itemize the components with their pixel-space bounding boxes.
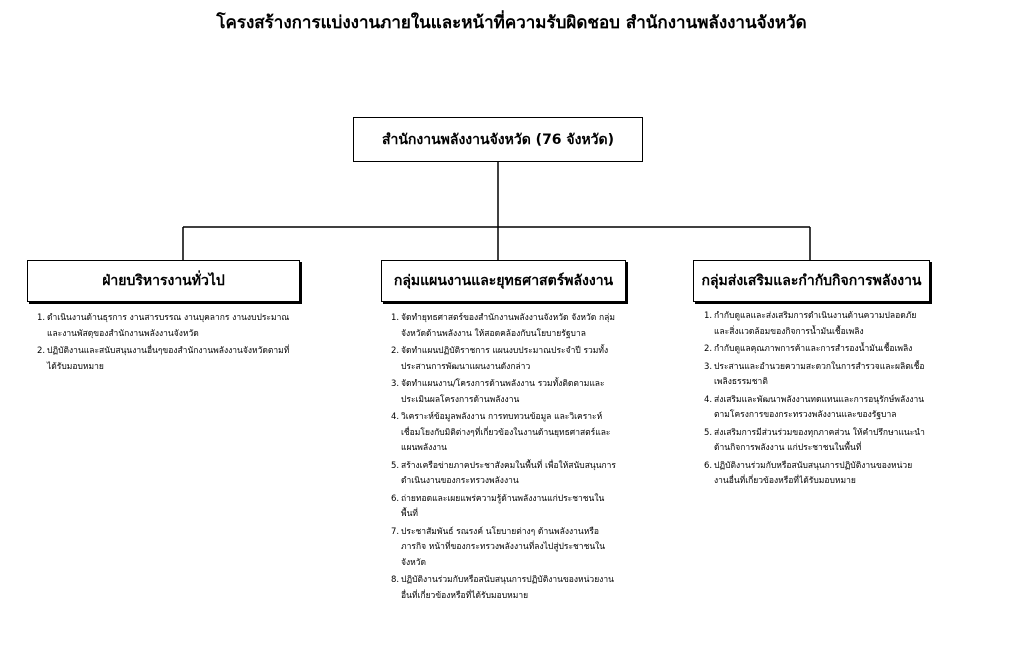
list-item — [704, 459, 926, 490]
item-number: 1. — [391, 313, 400, 323]
list-item — [391, 344, 619, 375]
list-item — [704, 309, 926, 340]
item-text: จัดทำแผนปฏิบัติราชการ แผนงบประมาณประจำปี รวมทั้งประสานการพัฒนาแผนงานดังกล่าว — [401, 346, 609, 372]
unit-node-label: ฝ่ายบริหารงานทั่วไป — [102, 273, 225, 289]
item-text: จัดทำยุทธศาสตร์ของสำนักงานพลังงานจังหวัด จังหวัด กลุ่มจังหวัดด้านพลังงาน ให้สอดคล้องกับนโยบายรัฐบาล — [401, 313, 615, 339]
list-item — [391, 459, 619, 490]
item-number: 4. — [391, 412, 400, 422]
item-text: จัดทำแผนงาน/โครงการด้านพลังงาน รวมทั้งติดตามและประเมินผลโครงการด้านพลังงาน — [401, 379, 605, 405]
list-item — [37, 311, 295, 342]
list-item — [704, 342, 926, 358]
root-node — [353, 117, 643, 162]
item-text: ประสานและอำนวยความสะดวกในการสำรวจและผลิตเชื้อเพลิงธรรมชาติ — [714, 361, 925, 387]
page-title: โครงสร้างการแบ่งงานภายในและหน้าที่ความรับผิดชอบ สำนักงานพลังงานจังหวัด — [216, 13, 807, 33]
item-number: 3. — [391, 379, 400, 389]
list-item — [391, 410, 619, 457]
item-text: ปฏิบัติงานร่วมกับหรือสนับสนุนการปฏิบัติงานของหน่วยงานอื่นที่เกี่ยวข้องหรือที่ได้รับมอบหมาย — [714, 460, 913, 486]
item-number: 5. — [391, 460, 400, 471]
item-text: ดำเนินงานด้านธุรการ งานสารบรรณ งานบุคลากร งานงบประมาณ และงานพัสดุของสำนักงานพลังงานจังหวัด — [47, 313, 290, 339]
unit-node-planning-strategy — [381, 260, 626, 302]
list-item — [391, 525, 619, 572]
item-number: 5. — [704, 427, 713, 438]
item-number: 1. — [704, 311, 713, 321]
list-item — [391, 492, 619, 523]
item-text: กำกับดูแลและส่งเสริมการดำเนินงานด้านความปลอดภัยและสิ่งแวดล้อมของกิจการน้ำมันเชื้อเพลิง — [714, 311, 917, 337]
item-text: ปฏิบัติงานและสนับสนุนงานอื่นๆของสำนักงานพลังงานจังหวัดตามที่ได้รับมอบหมาย — [47, 346, 290, 372]
item-number: 4. — [704, 394, 713, 405]
item-text: ส่งเสริมและพัฒนาพลังงานทดแทนและการอนุรักษ์พลังงานตามโครงการของกระทรวงพลังงานและของรัฐบาล — [714, 394, 925, 420]
duty-list-general-admin — [37, 311, 295, 377]
item-number: 2. — [391, 346, 400, 356]
item-number: 2. — [704, 344, 713, 354]
duty-list-planning-strategy — [391, 311, 619, 606]
item-text: ประชาสัมพันธ์ รณรงค์ นโยบายต่างๆ ด้านพลังงานหรือภารกิจ หน้าที่ของกระทรวงพลังงานที่ลงไปสู่ประชาชนในจังหวัด — [401, 526, 606, 568]
list-item — [391, 311, 619, 342]
unit-node-label: กลุ่มแผนงานและยุทธศาสตร์พลังงาน — [393, 273, 614, 289]
item-text: สร้างเครือข่ายภาคประชาสังคมในพื้นที่ เพื่อให้สนับสนุนการดำเนินงานของกระทรวงพลังงาน — [401, 460, 616, 486]
list-item — [704, 426, 926, 457]
unit-node-general-admin — [27, 260, 300, 302]
root-node-label: สำนักงานพลังงานจังหวัด (76 จังหวัด) — [381, 131, 615, 148]
item-number: 2. — [37, 346, 46, 356]
item-text: วิเคราะห์ข้อมูลพลังงาน การทบทวนข้อมูล และวิเคราะห์ เชื่อมโยงกับมิติต่างๆที่เกี่ยวข้องในงานด้านยุทธศาสตร์และแผนพลังงาน — [401, 412, 611, 453]
unit-node-label: กลุ่มส่งเสริมและกำกับกิจการพลังงาน — [701, 273, 922, 289]
item-text: ถ่ายทอดและเผยแพร่ความรู้ด้านพลังงานแก่ประชาชนในพื้นที่ — [401, 493, 605, 519]
list-item — [704, 393, 926, 424]
duty-list-promotion-regulation — [704, 309, 926, 492]
item-text: ปฏิบัติงานร่วมกับหรือสนับสนุนการปฏิบัติงานของหน่วยงานอื่นที่เกี่ยวข้องหรือที่ได้รับมอบหมาย — [401, 575, 614, 601]
item-text: กำกับดูแลคุณภาพการค้าและการสำรองน้ำมันเชื้อเพลิง — [714, 344, 913, 354]
list-item — [391, 377, 619, 408]
unit-node-promotion-regulation — [693, 260, 930, 302]
item-number: 6. — [391, 493, 400, 504]
list-item — [391, 573, 619, 604]
list-item — [37, 344, 295, 375]
item-number: 3. — [704, 361, 713, 372]
item-number: 6. — [704, 460, 713, 471]
item-number: 1. — [37, 313, 46, 323]
list-item — [704, 360, 926, 391]
item-number: 8. — [391, 575, 400, 585]
item-text: ส่งเสริมการมีส่วนร่วมของทุกภาคส่วน ให้คำปรึกษาแนะนำด้านกิจการพลังงาน แก่ประชาชนในพื้นที่ — [714, 427, 925, 453]
item-number: 7. — [391, 526, 400, 537]
